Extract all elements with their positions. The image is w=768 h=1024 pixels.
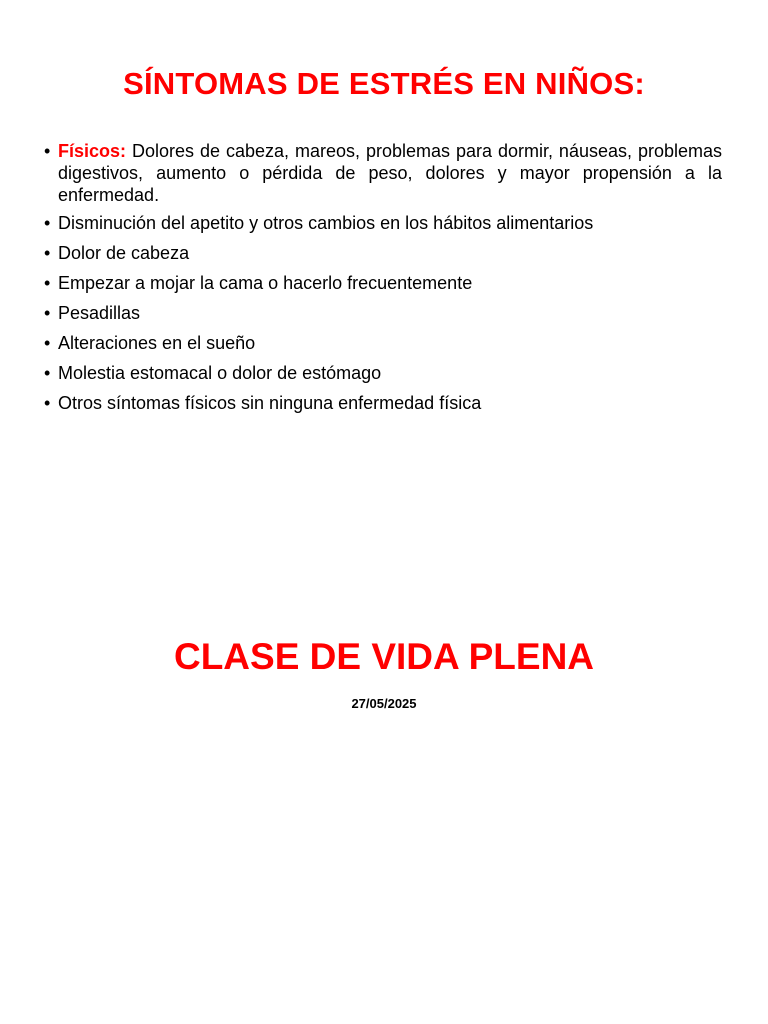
list-item-text: Molestia estomacal o dolor de estómago xyxy=(58,363,382,383)
list-item xyxy=(44,302,722,324)
list-item xyxy=(44,362,722,384)
physical-description: Dolores de cabeza, mareos, problemas para dormir, náuseas, problemas digestivos, aumento o pérdida de peso, dolores y mayor propensión a la enfermedad. xyxy=(58,141,722,205)
bullet-icon: • xyxy=(44,303,51,323)
bullet-icon: • xyxy=(44,243,51,263)
list-item-text: Otros síntomas físicos sin ninguna enfermedad física xyxy=(58,393,482,413)
list-item-text: Pesadillas xyxy=(58,303,141,323)
list-item-text: Alteraciones en el sueño xyxy=(58,333,256,353)
list-item-physical xyxy=(44,140,722,206)
list-item-text: Disminución del apetito y otros cambios en los hábitos alimentarios xyxy=(58,213,594,233)
symptom-list xyxy=(44,140,722,422)
list-item xyxy=(44,242,722,264)
bullet-icon: • xyxy=(44,141,51,161)
list-item-text: Empezar a mojar la cama o hacerlo frecuentemente xyxy=(58,273,473,293)
class-date: 27/05/2025 xyxy=(351,696,417,711)
bullet-icon: • xyxy=(44,393,51,413)
bullet-icon: • xyxy=(44,333,51,353)
physical-label: Físicos: xyxy=(58,141,127,161)
bullet-icon: • xyxy=(44,213,51,233)
list-item-text: Dolor de cabeza xyxy=(58,243,190,263)
bullet-icon: • xyxy=(44,363,51,383)
list-item xyxy=(44,332,722,354)
list-item xyxy=(44,272,722,294)
list-item xyxy=(44,392,722,414)
list-item xyxy=(44,212,722,234)
bullet-icon: • xyxy=(44,273,51,293)
document-title: SÍNTOMAS DE ESTRÉS EN NIÑOS: xyxy=(123,66,645,101)
class-title: CLASE DE VIDA PLENA xyxy=(173,636,595,677)
